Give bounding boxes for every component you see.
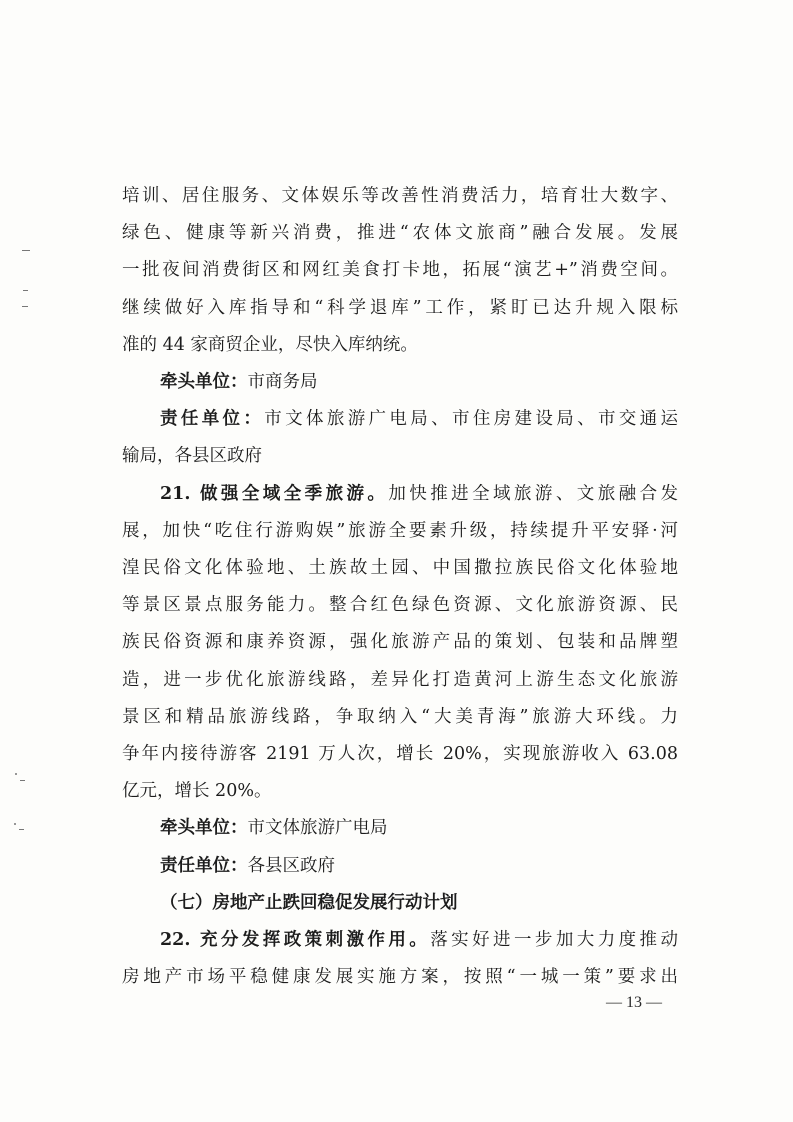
responsible-unit-line bbox=[122, 401, 678, 438]
lead-unit-label: 牵头单位： bbox=[160, 372, 248, 393]
paragraph-line: 造，进一步优化旅游线路，差异化打造黄河上游生态文化旅游 bbox=[122, 669, 678, 690]
item-22-title: 22. 充分发挥政策刺激作用。 bbox=[160, 930, 431, 951]
paragraph-line: 房地产市场平稳健康发展实施方案，按照“一城一策”要求出 bbox=[122, 967, 678, 988]
item-21-text: 加快推进全域旅游、文旅融合发 bbox=[388, 483, 678, 504]
paragraph-line: 展，加快“吃住行游购娱”旅游全要素升级，持续提升平安驿·河 bbox=[122, 520, 678, 541]
paragraph-line: 亿元，增长 20%。 bbox=[122, 781, 272, 802]
item-21-first-line bbox=[122, 476, 678, 513]
lead-unit-label: 牵头单位： bbox=[160, 818, 248, 839]
responsible-unit-label: 责任单位： bbox=[160, 855, 248, 876]
item-22-first-line bbox=[122, 922, 678, 959]
item-22-text: 落实好进一步加大力度推动 bbox=[430, 930, 678, 951]
lead-unit-value: 市商务局 bbox=[247, 372, 318, 393]
paragraph-line: 等景区景点服务能力。整合红色绿色资源、文化旅游资源、民 bbox=[122, 595, 678, 616]
paragraph-line: 一批夜间消费街区和网红美食打卡地，拓展“演艺+”消费空间。 bbox=[122, 260, 678, 281]
responsible-unit-value: 各县区政府 bbox=[247, 855, 335, 876]
page-number: — 13 — bbox=[606, 994, 662, 1011]
scan-mark bbox=[20, 780, 25, 781]
paragraph-line: 培训、居住服务、文体娱乐等改善性消费活力，培育壮大数字、 bbox=[122, 186, 678, 206]
responsible-unit-label: 责任单位： bbox=[160, 409, 265, 430]
paragraph-line: 绿色、健康等新兴消费，推进“农体文旅商”融合发展。发展 bbox=[122, 223, 678, 244]
scan-mark bbox=[23, 290, 28, 291]
lead-unit-line bbox=[122, 364, 678, 401]
paragraph-line: 准的 44 家商贸企业，尽快入库纳统。 bbox=[122, 334, 418, 355]
section-heading: （七）房地产止跌回稳促发展行动计划 bbox=[160, 892, 458, 913]
responsible-unit-value: 市文体旅游广电局、市住房建设局、市交通运 bbox=[264, 409, 679, 430]
scan-mark bbox=[15, 773, 17, 775]
responsible-unit-line-continued: 输局，各县区政府 bbox=[122, 446, 262, 467]
scan-mark bbox=[22, 250, 30, 251]
scan-mark bbox=[19, 829, 24, 830]
responsible-unit-line bbox=[122, 848, 678, 885]
lead-unit-value: 市文体旅游广电局 bbox=[247, 818, 388, 839]
paragraph-line: 族民俗资源和康养资源，强化旅游产品的策划、包装和品牌塑 bbox=[122, 632, 678, 653]
scan-mark bbox=[22, 306, 28, 307]
paragraph-line: 继续做好入库指导和“科学退库”工作，紧盯已达升规入限标 bbox=[122, 297, 678, 318]
lead-unit-line bbox=[122, 810, 678, 847]
paragraph-line: 争年内接待游客 2191 万人次，增长 20%，实现旅游收入 63.08 bbox=[122, 744, 678, 765]
scan-mark bbox=[14, 823, 16, 825]
paragraph-line: 湟民俗文化体验地、土族故土园、中国撒拉族民俗文化体验地 bbox=[122, 558, 678, 579]
document-body bbox=[122, 178, 678, 996]
paragraph-line: 景区和精品旅游线路，争取纳入“大美青海”旅游大环线。力 bbox=[122, 706, 678, 727]
item-21-title: 21. 做强全域全季旅游。 bbox=[160, 483, 389, 504]
